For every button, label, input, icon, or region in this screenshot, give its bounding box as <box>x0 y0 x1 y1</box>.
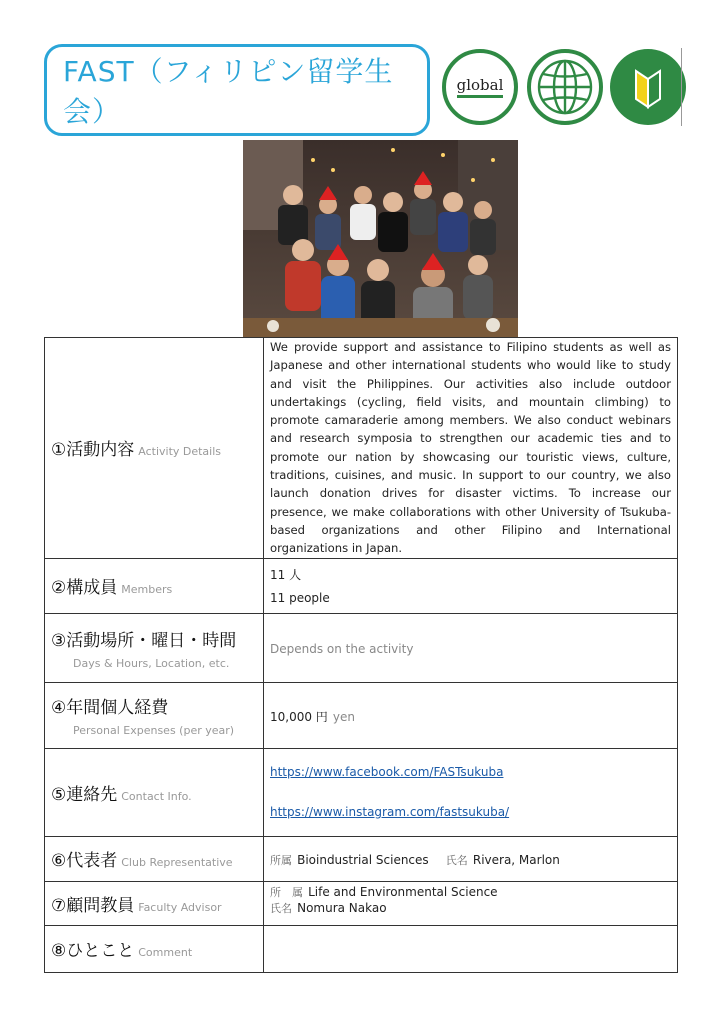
comment-sublabel: Comment <box>138 946 193 960</box>
representative-affil: Bioindustrial Sciences <box>297 853 429 868</box>
table-row-comment <box>45 925 678 972</box>
table-row-activity <box>45 338 678 559</box>
expenses-unit: yen <box>332 709 355 724</box>
contact-sublabel: Contact Info. <box>121 789 192 803</box>
expenses-amount: 10,000 円 <box>270 709 328 724</box>
members-value-jp: 11 人 <box>270 568 302 583</box>
activity-label: ①活動内容 <box>51 440 135 461</box>
table-row-members <box>45 558 678 613</box>
place-label: ③活動場所・曜日・時間 <box>51 630 237 651</box>
global-badge-label: global <box>457 76 504 98</box>
place-value: Depends on the activity <box>270 642 414 657</box>
table-row-expenses <box>45 682 678 748</box>
members-label: ②構成員 <box>51 578 118 599</box>
facebook-link[interactable]: https://www.facebook.com/FASTsukuba <box>270 765 504 780</box>
representative-sublabel: Club Representative <box>121 856 233 870</box>
instagram-link[interactable]: https://www.instagram.com/fastsukuba/ <box>270 805 510 820</box>
club-info-table <box>44 337 678 973</box>
beginner-mark-icon <box>610 49 686 125</box>
representative-label: ⑥代表者 <box>51 851 118 872</box>
advisor-name-label: 氏名 <box>270 901 292 915</box>
page-title: FAST（フィリピン留学生会） <box>63 55 394 128</box>
advisor-name: Nomura Nakao <box>297 900 387 915</box>
place-sublabel: Days & Hours, Location, etc. <box>73 656 230 670</box>
activity-sublabel: Activity Details <box>138 445 222 459</box>
advisor-sublabel: Faculty Advisor <box>138 900 222 914</box>
title-box <box>44 44 430 136</box>
table-row-contact <box>45 748 678 836</box>
expenses-sublabel: Personal Expenses (per year) <box>73 724 235 738</box>
advisor-label: ⑦顧問教員 <box>51 895 135 916</box>
activity-description: We provide support and assistance to Filipino students as well as Japanese and other international students who would like to study and visit the Philippines. Our activities also include outdoor undertakings (cycling, field visits, and mountain climbing) to promote camaraderie among members. We also conduct webinars and research symposia to strengthen our academic ties and to promote our nation by showcasing our touristic views, culture, traditions, cuisines, and music. In support to our country, we also launch donation drives for disaster victims. To increase our presence, we make collaborations with other University of Tsukuba-based organizations and other Filipino and International organizations in Japan. <box>270 340 671 556</box>
members-value-en: 11 people <box>270 591 330 606</box>
members-sublabel: Members <box>121 583 173 597</box>
global-badge <box>442 49 518 125</box>
representative-name: Rivera, Marlon <box>472 853 560 868</box>
advisor-affil-label: 所 属 <box>270 885 303 899</box>
table-row-place <box>45 613 678 682</box>
table-row-representative <box>45 836 678 881</box>
contact-label: ⑤連絡先 <box>51 784 118 805</box>
comment-label: ⑧ひとこと <box>51 941 135 962</box>
group-photo <box>243 140 518 338</box>
globe-icon <box>527 49 603 125</box>
table-row-advisor <box>45 881 678 925</box>
representative-affil-label: 所属 <box>270 854 292 868</box>
representative-name-label: 氏名 <box>445 854 468 868</box>
advisor-affil: Life and Environmental Science <box>308 884 498 899</box>
expenses-label: ④年間個人経費 <box>51 698 169 719</box>
header-divider <box>681 48 682 126</box>
